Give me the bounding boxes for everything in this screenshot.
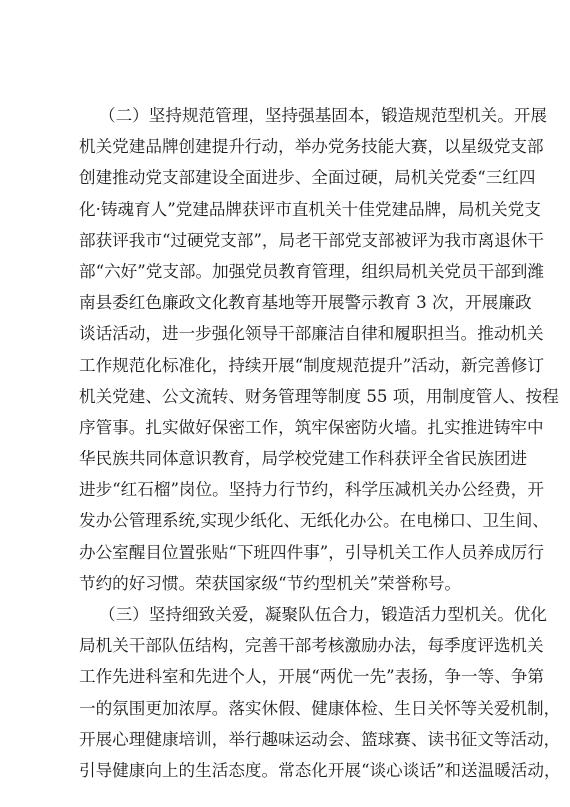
text-line: 部获评我市“过硬党支部”，局老干部党支部被评为我市离退休干 [79, 230, 544, 250]
text-line: 谈话活动，进一步强化领导干部廉洁自律和履职担当。推动机关 [79, 324, 544, 344]
text-line: 开展心理健康培训，举行趣味运动会、篮球赛、读书征文等活动， [79, 729, 561, 749]
text-line: （二）坚持规范管理，坚持强基固本，锻造规范型机关。开展 [99, 106, 548, 125]
text-line: 工作规范化标准化，持续开展“制度规范提升”活动，新完善修订 [79, 355, 544, 375]
text-line: 工作先进科室和先进个人，开展“两优一先”表扬，争一等、争第 [79, 667, 544, 687]
text-line: 创建推动党支部建设全面进步、全面过硬，局机关党委“三红四 [79, 168, 536, 188]
text-line: 节约的好习惯。荣获国家级“节约型机关”荣誉称号。 [79, 573, 462, 593]
text-line: （三）坚持细致关爱，凝聚队伍合力，锻造活力型机关。优化 [99, 605, 548, 624]
text-line: 南县委红色廉政文化教育基地等开展警示教育 3 次，开展廉政 [79, 293, 532, 313]
text-line: 化·铸魂育人”党建品牌获评市直机关十佳党建品牌，局机关党支 [79, 199, 541, 219]
text-line: 一的氛围更加浓厚。落实休假、健康体检、生日关怀等关爱机制， [79, 698, 561, 718]
text-line: 发办公管理系统,实现少纸化、无纸化办公。在电梯口、卫生间、 [79, 511, 549, 531]
text-line: 机关党建品牌创建提升行动，举办党务技能大赛，以星级党支部 [79, 137, 544, 157]
section-2-paragraph [79, 100, 559, 599]
text-line: 机关党建、公文流转、财务管理等制度 55 项，用制度管人、按程 [79, 386, 559, 406]
text-line: 华民族共同体意识教育，局学校党建工作科获评全省民族团进 [79, 449, 528, 469]
text-line: 办公室醒目位置张贴“下班四件事”，引导机关工作人员养成厉行 [79, 542, 544, 562]
text-line: 进步“红石榴”岗位。坚持力行节约，科学压减机关办公经费，开 [79, 480, 544, 500]
text-line: 引导健康向上的生活态度。常态化开展“谈心谈话”和送温暖活动， [79, 760, 561, 780]
text-line: 序管事。扎实做好保密工作，筑牢保密防火墙。扎实推进铸牢中 [79, 417, 544, 437]
body-text [79, 100, 561, 786]
text-line: 局机关干部队伍结构，完善干部考核激励办法，每季度评选机关 [79, 636, 544, 656]
text-line: 部“六好”党支部。加强党员教育管理，组织局机关党员干部到潍 [79, 261, 544, 281]
section-3-paragraph [79, 599, 561, 786]
